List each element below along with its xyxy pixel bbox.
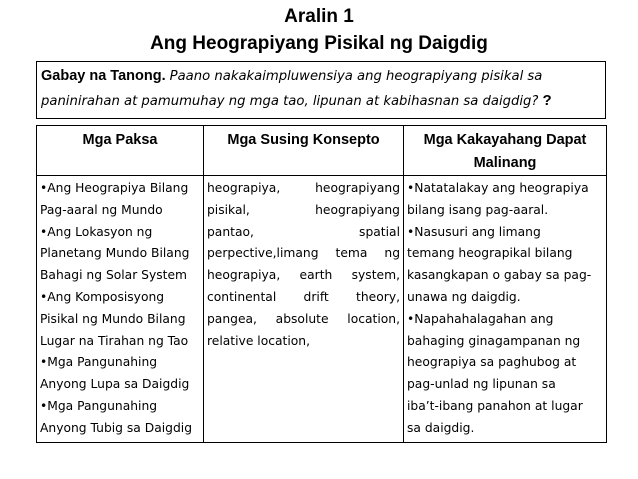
list-item: •Natatalakay ang heograpiya [407, 181, 589, 195]
list-item: pangea, absolute location, [207, 311, 400, 326]
list-item: relative location, [207, 333, 310, 348]
list-item: •Ang Lokasyon ng [40, 224, 153, 239]
header-topics: Mga Paksa [37, 126, 204, 176]
list-item: bahaging ginagampanan ng [407, 333, 581, 348]
list-item: Pag-aaral ng Mundo [40, 202, 163, 217]
skills-list [404, 176, 606, 440]
list-item: iba’t-ibang panahon at lugar [407, 398, 583, 413]
guide-question-mark: ? [542, 92, 552, 109]
list-item: heograpiya, earth system, [207, 268, 400, 283]
lesson-table [36, 125, 607, 443]
list-item: Lugar na Tirahan ng Tao [40, 333, 189, 348]
list-item: perpective,limang tema ng [207, 246, 400, 261]
topics-cell [37, 176, 204, 443]
lesson-title: Ang Heograpiyang Pisikal ng Daigdig [150, 33, 488, 54]
list-item: heograpiya sa paghubog at [407, 355, 577, 370]
guide-question-text: Paano nakakaimpluwensiya ang heograpiyang pisikal sa paninirahan at pamumuhay ng mga tao, lipunan at kabihasnan sa daigdig? [41, 69, 543, 109]
header-skills: Mga Kakayahang Dapat Malinang [404, 126, 607, 176]
list-item: •Ang Komposisyong [40, 289, 165, 304]
list-item: Planetang Mundo Bilang [40, 246, 190, 261]
list-item: unawa ng daigdig. [407, 289, 521, 304]
list-item: •Mga Pangunahing [40, 398, 158, 413]
list-item: Anyong Lupa sa Daigdig [40, 377, 190, 392]
list-item: temang heograpikal bilang [407, 246, 573, 261]
list-item: pisikal, heograpiyang [207, 202, 400, 217]
lesson-number: Aralin 1 [284, 6, 354, 27]
list-item: Bahagi ng Solar System [40, 268, 188, 283]
list-item: bilang isang pag-aaral. [407, 202, 549, 217]
concepts-list [204, 176, 403, 352]
header-concepts: Mga Susing Konsepto [204, 126, 404, 176]
list-item: kasangkapan o gabay sa pag- [407, 268, 592, 283]
list-item: Pisikal ng Mundo Bilang [40, 311, 186, 326]
list-item: •Mga Pangunahing [40, 355, 158, 370]
skills-cell [404, 176, 607, 443]
table-row [37, 176, 607, 443]
topics-list [37, 176, 203, 440]
list-item: heograpiya, heograpiyang [207, 181, 400, 195]
list-item: sa daigdig. [407, 420, 475, 435]
guide-question-box [36, 61, 606, 119]
concepts-cell [204, 176, 404, 443]
list-item: pantao, spatial [207, 224, 400, 239]
guide-question-label: Gabay na Tanong. [41, 68, 166, 84]
list-item: •Ang Heograpiya Bilang [40, 181, 189, 195]
list-item: •Napahahalagahan ang [407, 311, 554, 326]
list-item: •Nasusuri ang limang [407, 224, 541, 239]
list-item: Anyong Tubig sa Daigdig [40, 420, 192, 435]
list-item: pag-unlad ng lipunan sa [407, 377, 556, 392]
list-item: continental drift theory, [207, 289, 400, 304]
table-header-row [37, 126, 607, 176]
